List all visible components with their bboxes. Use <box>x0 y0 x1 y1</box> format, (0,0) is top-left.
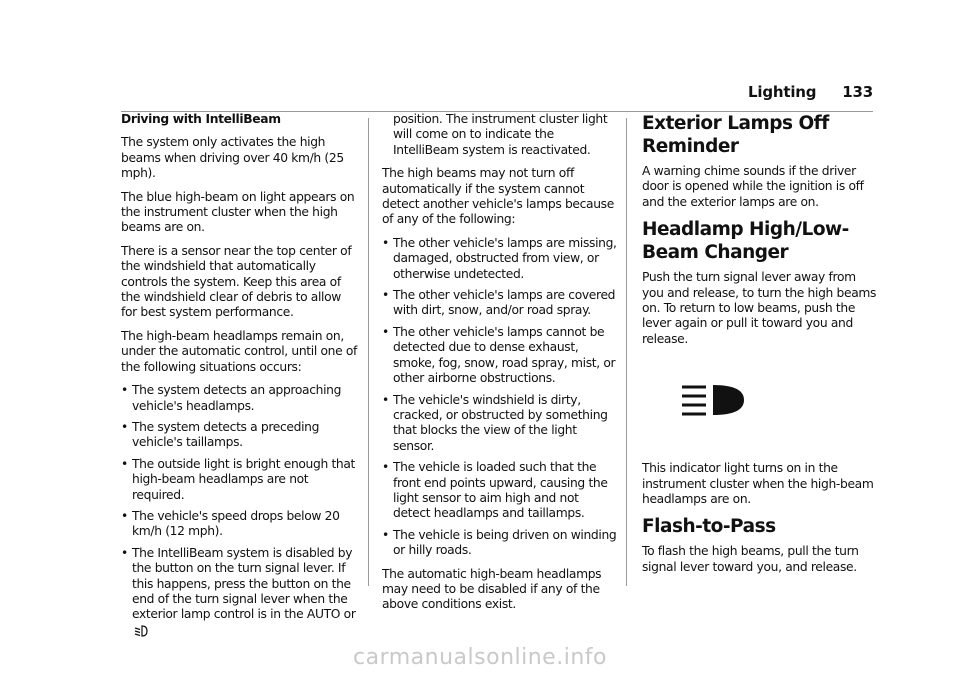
list-item: • The vehicle's windshield is dirty, cracked, or obstructed by something that blocks the view of the light sensor. <box>382 393 618 455</box>
paragraph: The automatic high-beam headlamps may need to be disabled if any of the above conditions exist. <box>382 566 602 612</box>
paragraph: Push the turn signal lever away from you and release, to turn the high beams on. To return to low beams, push the lever again or pull it toward you and release. <box>642 270 877 346</box>
list-item: • The vehicle is being driven on winding or hilly roads. <box>382 528 618 559</box>
paragraph: The blue high-beam on light appears on the instrument cluster when the high beams are on. <box>121 189 355 235</box>
low-beam-headlamp-icon <box>134 625 148 637</box>
bullet-list <box>382 236 618 559</box>
paragraph: The high-beam headlamps remain on, under the automatic control, until one of the following situations occurs: <box>121 328 357 374</box>
list-item: • The IntelliBeam system is disabled by the button on the turn signal lever. If this happens, press the button on the end of the turn signal lever when the exterior lamp control is in the AUTO or <box>121 546 357 638</box>
paragraph: A warning chime sounds if the driver door is opened while the ignition is off and the exterior lamps are on. <box>642 164 864 209</box>
list-item: • The other vehicle's lamps cannot be detected due to dense exhaust, smoke, fog, snow, road spray, mist, or other airborne obstructions. <box>382 325 618 387</box>
watermark: carmanualsonline.info <box>353 645 607 670</box>
section-title: Lighting <box>748 83 817 101</box>
paragraph: This indicator light turns on in the instrument cluster when the high-beam headlamps are on. <box>642 461 874 507</box>
list-item: • The vehicle is loaded such that the front end points upward, causing the light sensor to aim high and not detect headlamps and taillamps. <box>382 460 618 522</box>
column-divider-1 <box>368 118 369 586</box>
list-item: • The vehicle's speed drops below 20 km/h (12 mph). <box>121 509 357 540</box>
list-item: • The other vehicle's lamps are missing, damaged, obstructed from view, or otherwise undetected. <box>382 236 618 282</box>
column-3 <box>642 112 878 583</box>
paragraph: The system only activates the high beams when driving over 40 km/h (25 mph). <box>121 135 344 181</box>
column-divider-2 <box>626 118 627 586</box>
heading-flash-to-pass: Flash-to-Pass <box>642 516 776 538</box>
column-2 <box>382 112 618 621</box>
list-item: • The outside light is bright enough that high-beam headlamps are not required. <box>121 457 357 503</box>
heading-headlamp-changer: Headlamp High/Low-Beam Changer <box>642 219 849 264</box>
paragraph: position. The instrument cluster light will come on to indicate the IntelliBeam system is reactivated. <box>393 112 608 157</box>
high-beam-indicator-icon <box>678 381 750 421</box>
page-number: 133 <box>842 83 873 101</box>
paragraph: To flash the high beams, pull the turn signal lever toward you, and release. <box>642 544 859 574</box>
heading-exterior-lamps-off-reminder: Exterior Lamps Off Reminder <box>642 113 829 157</box>
page-header <box>748 83 873 101</box>
column-1 <box>121 112 357 646</box>
paragraph: The high beams may not turn off automatically if the system cannot detect another vehicle's lamps because of any of the following: <box>382 166 614 227</box>
subheading-intellibeam: Driving with IntelliBeam <box>121 112 281 126</box>
paragraph: There is a sensor near the top center of the windshield that automatically controls the system. Keep this area of the windshield clear of debris to allow for best system performance. <box>121 243 352 320</box>
list-item: • The system detects a preceding vehicle's taillamps. <box>121 420 357 451</box>
list-item: • The other vehicle's lamps are covered with dirt, snow, and/or road spray. <box>382 288 618 319</box>
bullet-list <box>121 383 357 638</box>
list-item: • The system detects an approaching vehicle's headlamps. <box>121 383 357 414</box>
